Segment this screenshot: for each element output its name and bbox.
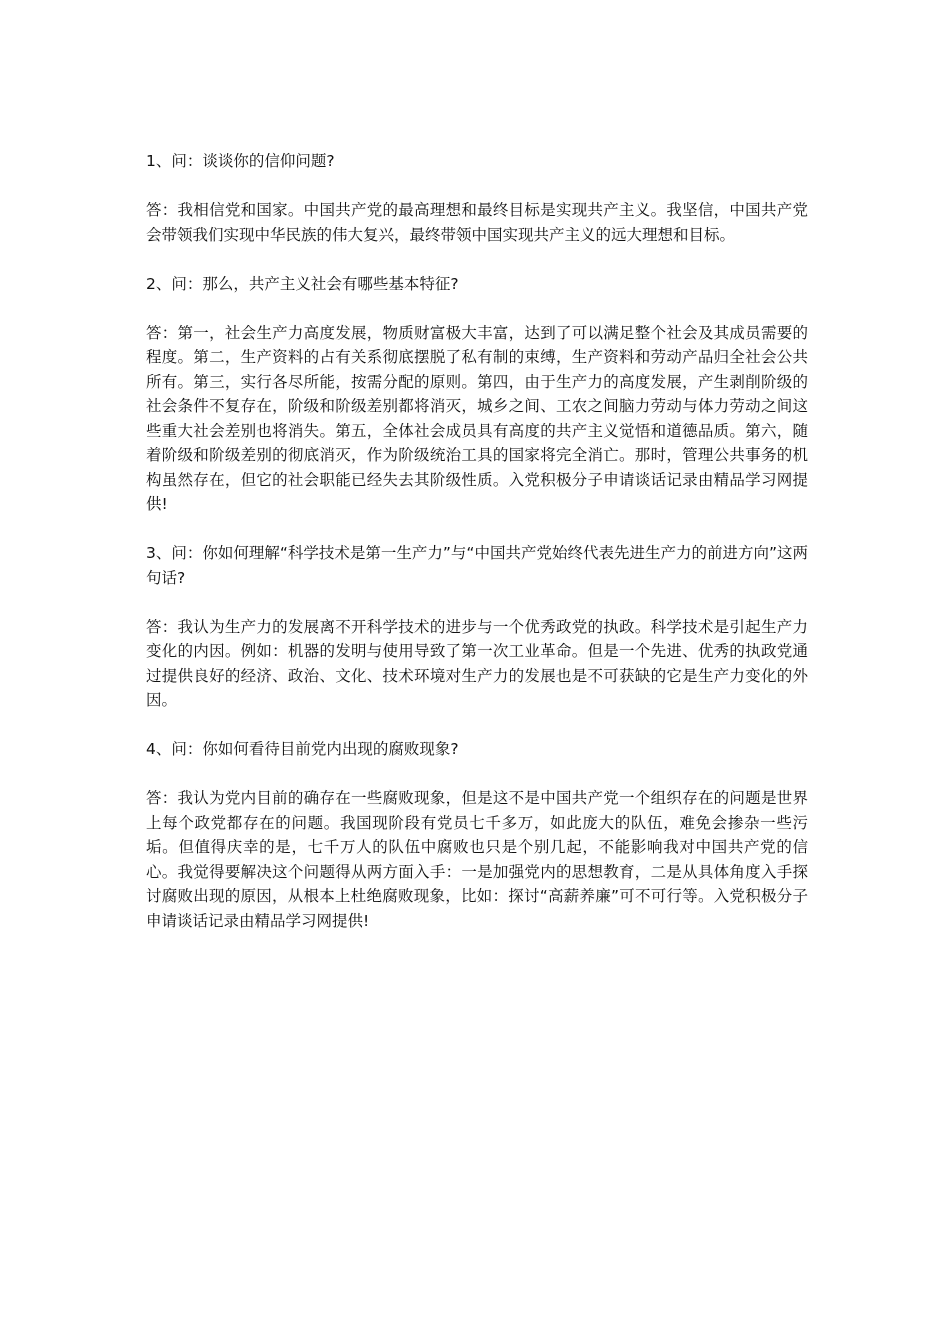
answer-3: 答：我认为生产力的发展离不开科学技术的进步与一个优秀政党的执政。科学技术是引起生产力变化的内因。例如：机器的发明与使用导致了第一次工业革命。但是一个先进、优秀的执政党通过提供良好的经济、政治、文化、技术环境对生产力的发展也是不可获缺的它是生产力变化的外因。 [146,617,808,709]
answer-2: 答：第一，社会生产力高度发展，物质财富极大丰富，达到了可以满足整个社会及其成员需要的程度。第二，生产资料的占有关系彻底摆脱了私有制的束缚，生产资料和劳动产品归全社会公共所有。第三，实行各尽所能，按需分配的原则。第四，由于生产力的高度发展，产生剥削阶级的社会条件不复存在，阶级和阶级差别都将消灭，城乡之间、工农之间脑力劳动与体力劳动之间这些重大社会差别也将消失。第五，全体社会成员具有高度的共产主义觉悟和道德品质。第六，随着阶级和阶级差别的彻底消灭，作为阶级统治工具的国家将完全消亡。那时，管理公共事务的机构虽然存在，但它的社会职能已经失去其阶级性质。入党积极分子申请谈话记录由精品学习网提供! [146,323,808,513]
question-3: 3、问：你如何理解“科学技术是第一生产力”与“中国共产党始终代表先进生产力的前进方向”这两句话? [146,544,808,587]
question-2: 2、问：那么，共产主义社会有哪些基本特征? [146,274,459,293]
document-body [146,149,808,958]
answer-4: 答：我认为党内目前的确存在一些腐败现象，但是这不是中国共产党一个组织存在的问题是世界上每个政党都存在的问题。我国现阶段有党员七千多万，如此庞大的队伍，难免会掺杂一些污垢。但值得庆幸的是，七千万人的队伍中腐败也只是个别几起，不能影响我对中国共产党的信心。我觉得要解决这个问题得从两方面入手：一是加强党内的思想教育，二是从具体角度入手探讨腐败出现的原因，从根本上杜绝腐败现象，比如：探讨“高薪养廉”可不可行等。入党积极分子申请谈话记录由精品学习网提供! [146,789,808,930]
answer-1: 答：我相信党和国家。中国共产党的最高理想和最终目标是实现共产主义。我坚信，中国共产党会带领我们实现中华民族的伟大复兴，最终带领中国实现共产主义的远大理想和目标。 [146,201,808,244]
question-4: 4、问：你如何看待目前党内出现的腐败现象? [146,740,459,758]
question-1: 1、问：谈谈你的信仰问题? [146,152,335,170]
